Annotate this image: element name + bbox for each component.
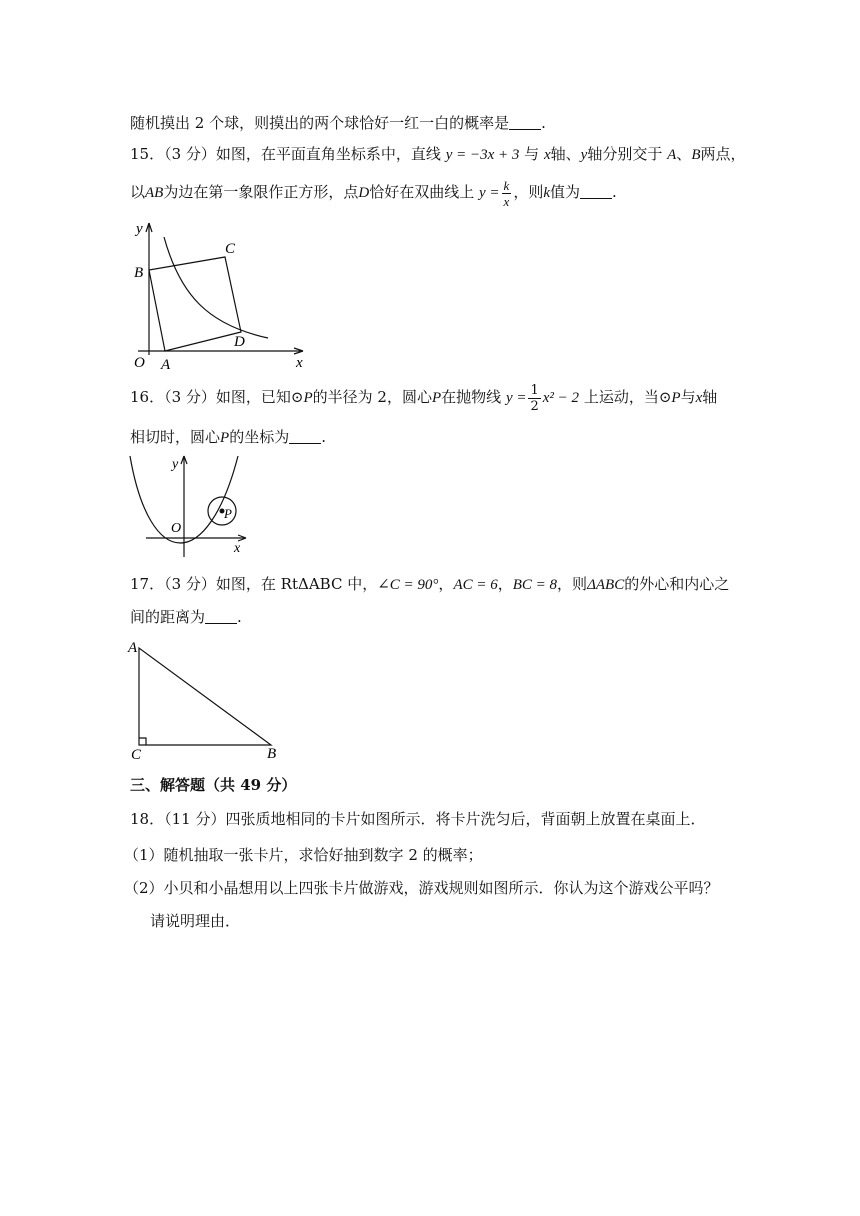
q18-line-1: 18．（11 分）四张质地相同的卡片如图所示．将卡片洗匀后，背面朝上放置在桌面上． <box>130 810 706 828</box>
right-angle-mark <box>139 738 146 745</box>
y-label: y <box>172 457 179 472</box>
q15-line-equation: y = −3x + 3 <box>445 147 520 163</box>
q14-tail-line: 随机摸出 2 个球，则摸出的两个球恰好一红一白的概率是 . <box>130 114 546 132</box>
q18-part-2: （2）小贝和小晶想用以上四张卡片做游戏，游戏规则如图所示．你认为这个游戏公平吗？ <box>124 879 719 897</box>
y-label: y <box>136 221 143 237</box>
point-b-label: B <box>134 265 144 281</box>
x-label: x <box>296 355 303 371</box>
origin-label: O <box>171 521 182 536</box>
q16-parabola-fraction: $\frac{1}{2}$ <box>530 382 539 414</box>
answer-blank <box>580 184 612 199</box>
q16-line-1: 16．（3 分）如图，已知⊙P的半径为 2，圆心P在抛物线 y = $\frac{1}{2}$ x² − 2 上运动，当⊙P与x轴 <box>130 382 718 414</box>
answer-blank <box>509 115 541 130</box>
point-d-label: D <box>234 334 245 350</box>
point-a-label: A <box>161 357 171 373</box>
q15-line-2: 以AB为边在第一象限作正方形，点D恰好在双曲线上 y = $\frac{k}{x}$ ，则k值为 . <box>130 177 617 209</box>
q16-figure <box>128 452 258 562</box>
q17-figure <box>128 638 288 763</box>
q18-part-1: （1）随机抽取一张卡片，求恰好抽到数字 2 的概率； <box>124 846 483 864</box>
section-3-heading: 三、解答题（共 49 分） <box>130 776 297 794</box>
origin-label: O <box>134 355 145 371</box>
x-label: x <box>234 541 241 556</box>
point-p-label: P <box>224 506 232 521</box>
point-a-label: A <box>128 640 138 656</box>
answer-blank <box>205 609 237 624</box>
q16-line-2: 相切时，圆心P的坐标为 . <box>130 428 326 446</box>
answer-blank <box>289 429 321 444</box>
triangle-abc <box>139 648 271 745</box>
point-c-label: C <box>131 747 142 763</box>
hyperbola-curve <box>164 237 268 338</box>
square-abcd <box>149 257 241 351</box>
q15-line-1: 15．（3 分）如图，在平面直角坐标系中，直线 y = −3x + 3 与 x轴、y轴分别交于 A、B两点， <box>130 145 746 163</box>
q17-line-1: 17．（3 分）如图，在 RtΔABC 中，∠C = 90°，AC = 6，BC = 8，则ΔABC的外心和内心之 <box>130 575 730 593</box>
q18-part-2-continued: 请说明理由． <box>150 912 241 930</box>
q17-line-2: 间的距离为 . <box>130 608 242 626</box>
q15-figure <box>128 215 328 375</box>
point-b-label: B <box>267 746 277 762</box>
point-c-label: C <box>225 241 236 257</box>
q15-hyperbola-fraction: $\frac{k}{x}$ <box>503 177 510 209</box>
